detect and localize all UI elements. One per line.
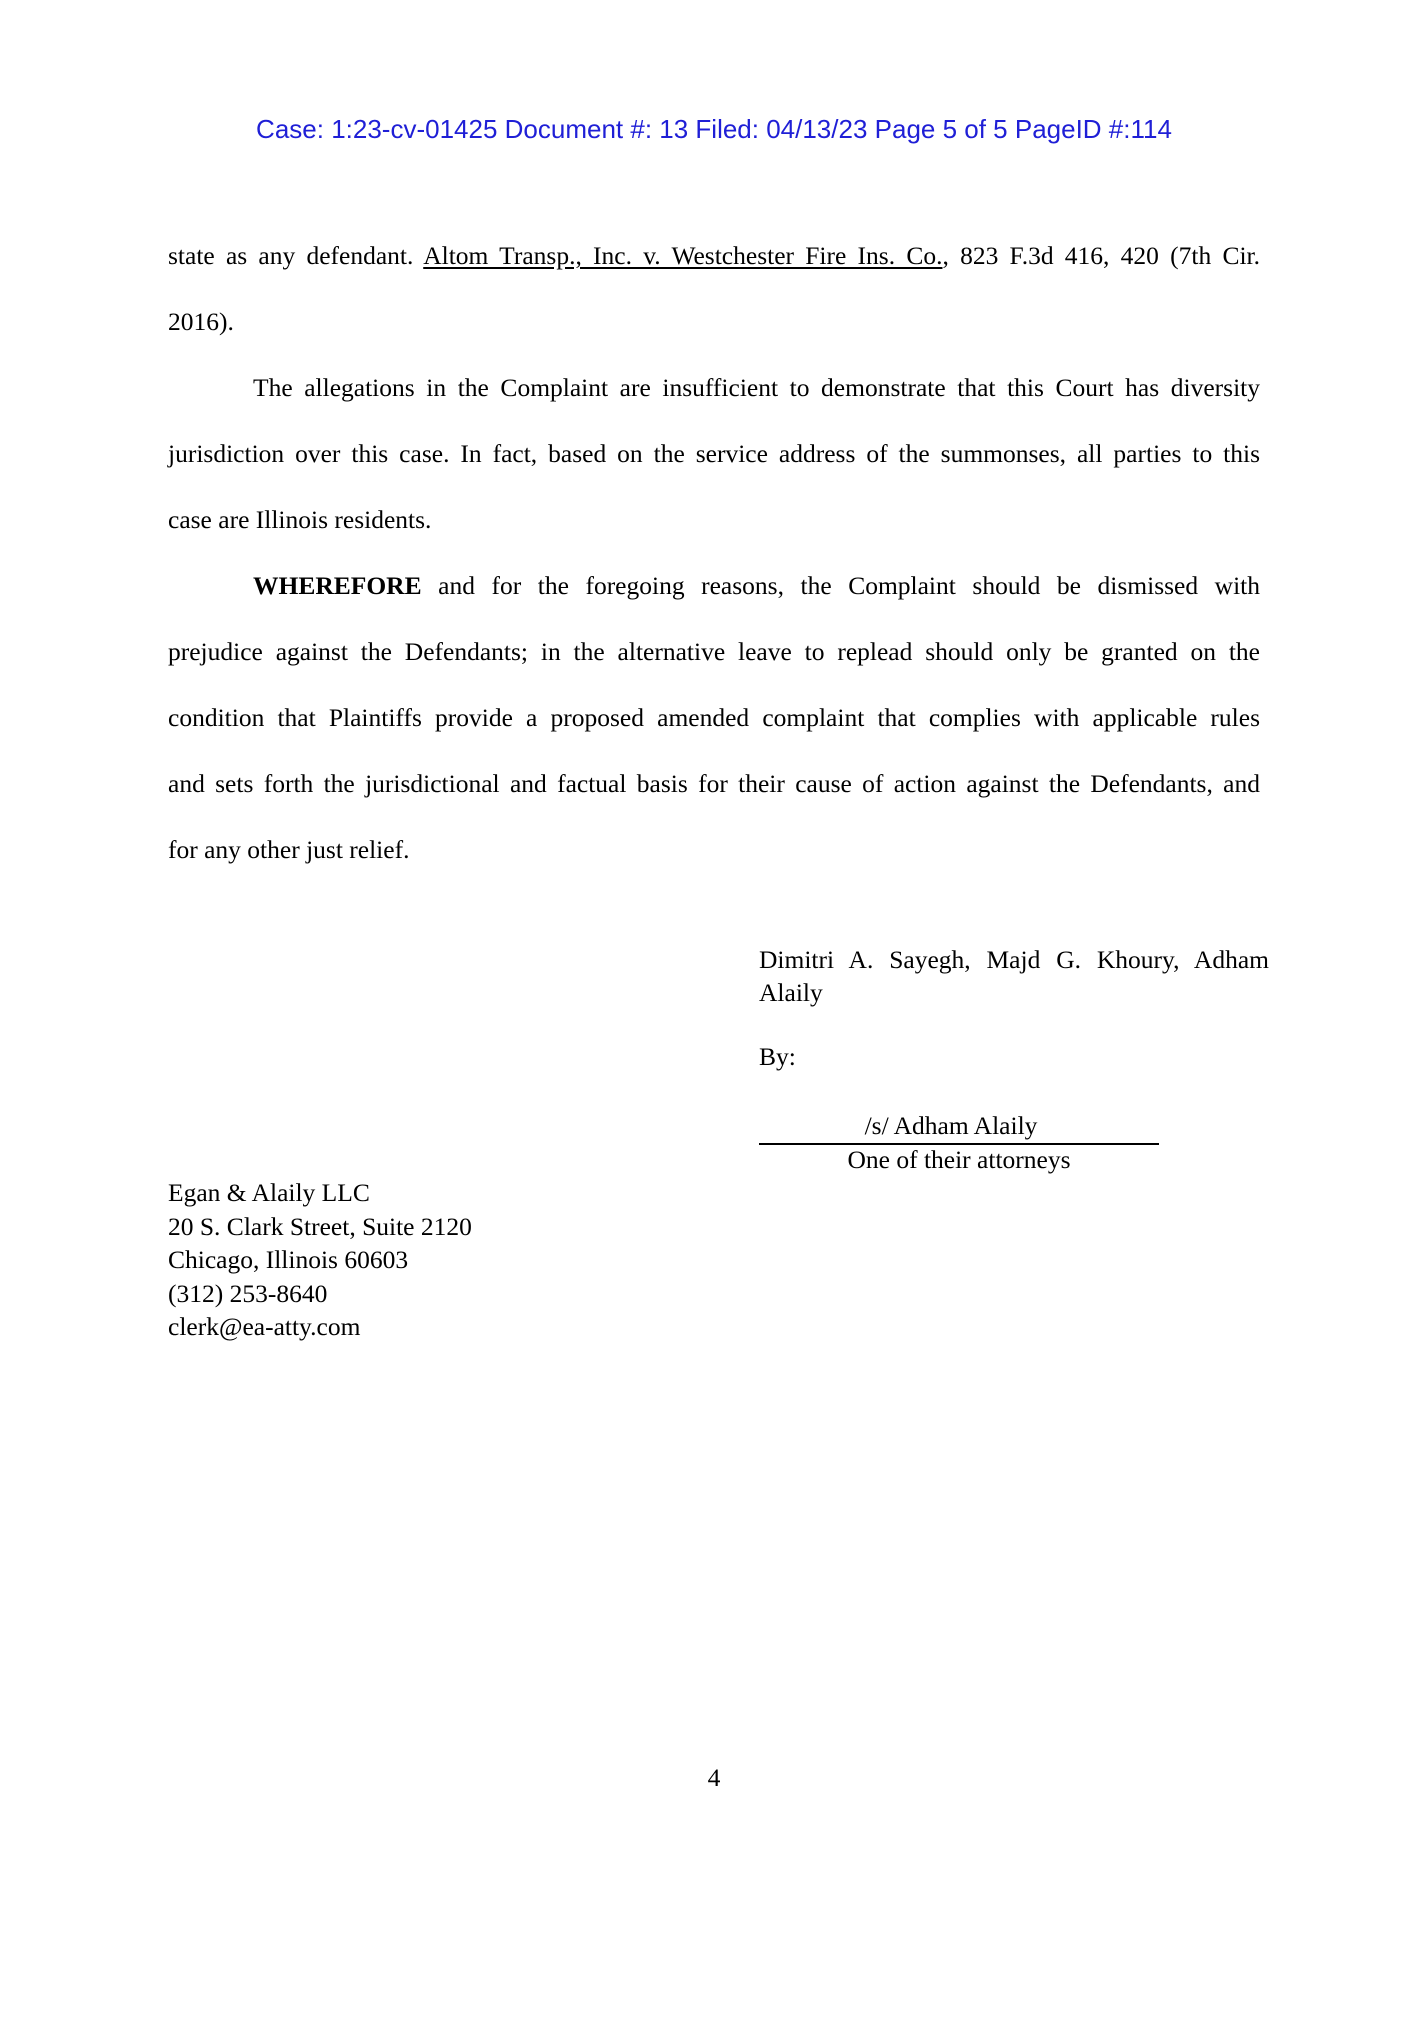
paragraph-3-line-3: condition that Plaintiffs provide a proposed amended complaint that complies with applicable rules: [168, 703, 1260, 732]
paragraph-3-line-4: and sets forth the jurisdictional and factual basis for their cause of action against the Defendants, and: [168, 769, 1260, 798]
signer-role: One of their attorneys: [847, 1145, 1071, 1174]
electronic-signature: /s/ Adham Alaily: [864, 1111, 1038, 1140]
paragraph-2-line-2: jurisdiction over this case. In fact, based on the service address of the summonses, all parties to this: [168, 439, 1260, 468]
firm-phone: (312) 253-8640: [168, 1278, 328, 1308]
paragraph-3-line-5: for any other just relief.: [168, 835, 410, 864]
firm-street: 20 S. Clark Street, Suite 2120: [168, 1211, 472, 1241]
signature-line: [759, 1109, 1159, 1145]
p1-text-pre: state as any defendant.: [168, 241, 424, 270]
client-names-line-1: Dimitri A. Sayegh, Majd G. Khoury, Adham: [759, 945, 1269, 974]
firm-email: clerk@ea-atty.com: [168, 1312, 361, 1341]
case-citation: Altom Transp., Inc. v. Westchester Fire Ins. Co.: [423, 241, 943, 270]
paragraph-1-line-2: 2016).: [168, 307, 234, 336]
p3-line1-rest: and for the foregoing reasons, the Complaint should be dismissed with: [421, 571, 1260, 600]
client-names: [759, 943, 1269, 1009]
paragraph-2-line-1: [168, 373, 1260, 403]
client-names-line-2: Alaily: [759, 978, 823, 1007]
p2-line1-text: The allegations in the Complaint are insufficient to demonstrate that this Court has diversity: [253, 373, 1260, 402]
page-number: 4: [707, 1763, 721, 1792]
wherefore-heading: WHEREFORE: [253, 571, 422, 600]
paragraph-2-line-3: case are Illinois residents.: [168, 505, 432, 534]
firm-name: Egan & Alaily LLC: [168, 1178, 370, 1207]
paragraph-1-line-1: [168, 241, 1260, 271]
paragraph-3-line-2: prejudice against the Defendants; in the alternative leave to replead should only be granted on the: [168, 637, 1260, 666]
case-header: Case: 1:23-cv-01425 Document #: 13 Filed: 04/13/23 Page 5 of 5 PageID #:114: [256, 114, 1172, 144]
firm-city: Chicago, Illinois 60603: [168, 1245, 409, 1274]
by-label: By:: [759, 1042, 796, 1071]
paragraph-3-line-1: [168, 571, 1260, 601]
p1-text-post: , 823 F.3d 416, 420 (7th Cir.: [942, 241, 1260, 270]
firm-address: [168, 1176, 472, 1344]
